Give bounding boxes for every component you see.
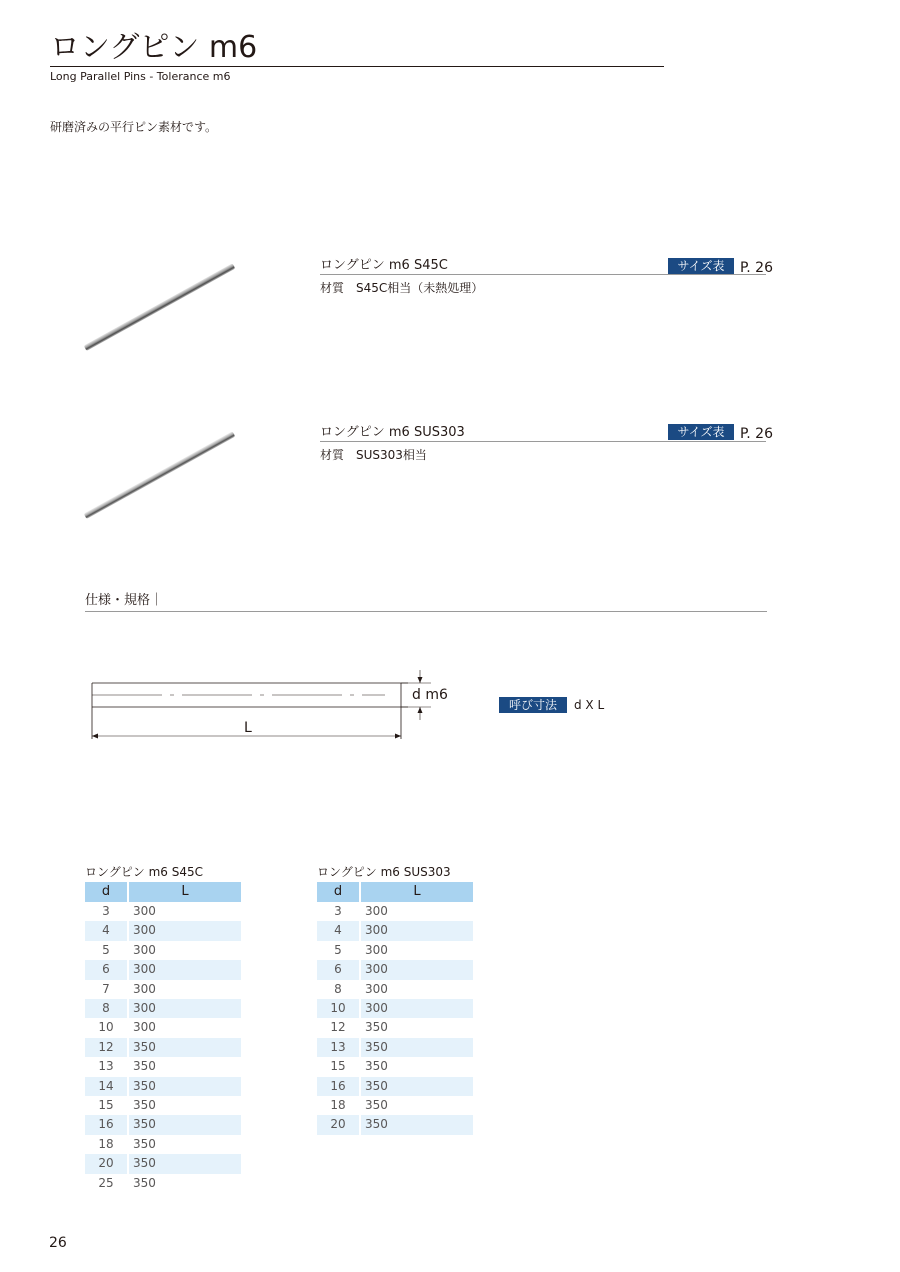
cell-d: 20 [317, 1115, 361, 1134]
table-row [317, 999, 473, 1018]
size-table-page-link[interactable]: P. 26 [740, 260, 773, 276]
cell-d: 18 [317, 1096, 361, 1115]
table-row [317, 1038, 473, 1057]
table-row [85, 1077, 241, 1096]
cell-l: 350 [365, 1020, 388, 1035]
cell-d: 3 [85, 902, 129, 921]
cell-d: 5 [317, 941, 361, 960]
cell-l: 300 [133, 904, 156, 918]
cell-l: 300 [365, 942, 388, 957]
cell-d: 7 [85, 980, 129, 999]
size-table-sus303 [317, 864, 473, 1135]
size-table-badge: サイズ表 [668, 258, 734, 274]
cell-d: 14 [85, 1077, 129, 1096]
size-table [317, 882, 473, 1135]
cell-d: 12 [85, 1038, 129, 1057]
table-row [85, 1057, 241, 1076]
product-name: ロングピン m6 SUS303 [320, 425, 465, 440]
table-row [317, 921, 473, 940]
table-row [85, 902, 241, 921]
cell-d: 16 [317, 1077, 361, 1096]
cell-d: 13 [85, 1057, 129, 1076]
cell-l: 300 [133, 942, 156, 957]
table-row [85, 1135, 241, 1154]
table-row [85, 1154, 241, 1173]
cell-d: 4 [317, 921, 361, 940]
cell-d: 12 [317, 1018, 361, 1037]
cell-l: 300 [361, 999, 473, 1018]
cell-l: 350 [133, 1059, 156, 1074]
product-name: ロングピン m6 S45C [320, 258, 448, 273]
spec-divider [85, 611, 767, 612]
table-row [317, 1057, 473, 1076]
cell-d: 15 [85, 1096, 129, 1115]
nominal-size-badge: 呼び寸法 [499, 697, 567, 713]
intro-text: 研磨済みの平行ピン素材です。 [50, 120, 218, 134]
product-material: 材質 S45C相当（未熱処理） [320, 281, 484, 295]
table-row [85, 1038, 241, 1057]
table-row [85, 941, 241, 960]
spec-section-title: 仕様・規格｜ [85, 593, 164, 608]
cell-d: 18 [85, 1135, 129, 1154]
table-header-l: L [129, 882, 241, 902]
size-table-badge: サイズ表 [668, 424, 734, 440]
table-row [317, 980, 473, 999]
cell-l: 350 [361, 1077, 473, 1096]
table-row [85, 1174, 241, 1193]
cell-l: 300 [365, 904, 388, 918]
table-row [85, 999, 241, 1018]
size-table [85, 882, 241, 1193]
cell-l: 300 [129, 999, 241, 1018]
table-row [317, 1018, 473, 1037]
cell-d: 4 [85, 921, 129, 940]
cell-l: 350 [133, 1175, 156, 1190]
cell-l: 300 [133, 1020, 156, 1035]
cell-d: 10 [317, 999, 361, 1018]
table-row [317, 1115, 473, 1134]
cell-l: 300 [129, 960, 241, 979]
table-header-l: L [361, 882, 473, 902]
nominal-size-value: d X L [574, 698, 605, 712]
cell-d: 3 [317, 902, 361, 921]
cell-l: 350 [129, 1038, 241, 1057]
table-header-d: d [85, 882, 129, 902]
cell-d: 16 [85, 1115, 129, 1134]
cell-l: 350 [133, 1098, 156, 1113]
cell-l: 350 [361, 1038, 473, 1057]
page-subtitle: Long Parallel Pins - Tolerance m6 [50, 70, 231, 83]
page-number: 26 [49, 1235, 67, 1251]
pin-dimension-diagram [85, 665, 435, 745]
cell-d: 15 [317, 1057, 361, 1076]
table-row [317, 1077, 473, 1096]
cell-d: 20 [85, 1154, 129, 1173]
table-row [317, 960, 473, 979]
page-title: ロングピン m6 [50, 30, 258, 65]
cell-d: 10 [85, 1018, 129, 1037]
length-label: L [244, 720, 252, 736]
table-row [317, 941, 473, 960]
cell-l: 350 [365, 1059, 388, 1074]
cell-l: 300 [361, 921, 473, 940]
cell-l: 300 [129, 921, 241, 940]
title-divider [50, 66, 664, 67]
cell-d: 5 [85, 941, 129, 960]
product-material: 材質 SUS303相当 [320, 448, 427, 462]
cell-d: 6 [317, 960, 361, 979]
table-row [85, 1018, 241, 1037]
table-row [317, 1096, 473, 1115]
cell-l: 350 [365, 1098, 388, 1113]
diameter-label: d m6 [412, 687, 448, 703]
table-title: ロングピン m6 S45C [85, 865, 203, 879]
table-row [85, 980, 241, 999]
cell-d: 25 [85, 1174, 129, 1193]
size-table-page-link[interactable]: P. 26 [740, 426, 773, 442]
table-row [85, 960, 241, 979]
pin-photo-sus303 [80, 426, 240, 526]
cell-l: 350 [133, 1136, 156, 1151]
table-row [85, 1115, 241, 1134]
table-row [85, 1096, 241, 1115]
table-header-d: d [317, 882, 361, 902]
cell-d: 13 [317, 1038, 361, 1057]
pin-photo-s45c [80, 258, 240, 358]
cell-l: 350 [129, 1154, 241, 1173]
cell-d: 8 [85, 999, 129, 1018]
size-table-s45c [85, 864, 241, 1193]
cell-l: 350 [129, 1115, 241, 1134]
product-divider [320, 274, 766, 275]
cell-l: 350 [361, 1115, 473, 1134]
cell-d: 6 [85, 960, 129, 979]
table-row [317, 902, 473, 921]
table-title: ロングピン m6 SUS303 [317, 865, 451, 879]
cell-d: 8 [317, 980, 361, 999]
cell-l: 300 [133, 981, 156, 996]
cell-l: 300 [361, 960, 473, 979]
product-divider [320, 441, 766, 442]
table-row [85, 921, 241, 940]
cell-l: 350 [129, 1077, 241, 1096]
cell-l: 300 [365, 981, 388, 996]
